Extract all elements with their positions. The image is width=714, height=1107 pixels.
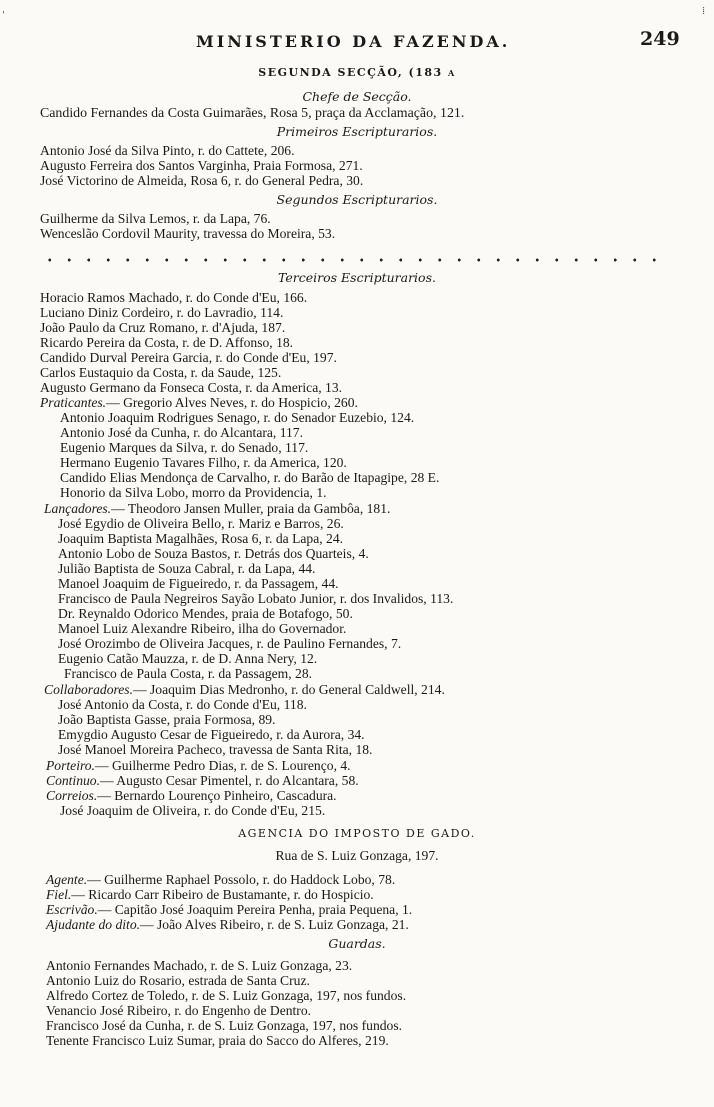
- section-title: SEGUNDA SECÇÃO, (183 a: [258, 66, 456, 79]
- list-item: Honorio da Silva Lobo, morro da Providencia, 1.: [60, 485, 327, 500]
- collaboradores-label: Collaboradores.: [44, 682, 133, 697]
- lancadores-line: [44, 501, 390, 516]
- list-item: Horacio Ramos Machado, r. do Conde d'Eu, 166.: [40, 290, 308, 305]
- list-item: Eugenio Catão Mauzza, r. de D. Anna Nery, 12.: [58, 651, 318, 666]
- continuo-value: — Augusto Cesar Pimentel, r. do Alcantara, 58.: [100, 773, 359, 788]
- list-item: Julião Baptista de Souza Cabral, r. da Lapa, 44.: [58, 561, 316, 576]
- list-item: José Orozimbo de Oliveira Jacques, r. de Paulino Fernandes, 7.: [58, 636, 402, 651]
- continuo-label: Continuo.: [46, 773, 101, 788]
- fiel-value: — Ricardo Carr Ribeiro de Bustamante, r. do Hospicio.: [71, 887, 374, 902]
- fiel-line: [46, 887, 374, 902]
- ajudante-value: — João Alves Ribeiro, r. de S. Luiz Gonzaga, 21.: [140, 917, 409, 932]
- list-item: Francisco José da Cunha, r. de S. Luiz Gonzaga, 197, nos fundos.: [46, 1018, 403, 1033]
- collaboradores-line: [44, 682, 445, 697]
- list-item: Antonio Luiz do Rosario, estrada de Santa Cruz.: [46, 973, 310, 988]
- list-item: Alfredo Cortez de Toledo, r. de S. Luiz Gonzaga, 197, nos fundos.: [46, 988, 407, 1003]
- list-item: José Egydio de Oliveira Bello, r. Mariz e Barros, 26.: [58, 516, 344, 531]
- second-clerks-heading: Segundos Escripturarios.: [276, 192, 438, 207]
- list-item: Guilherme da Silva Lemos, r. da Lapa, 76.: [40, 211, 271, 226]
- list-item: Venancio José Ribeiro, r. do Engenho de Dentro.: [46, 1003, 312, 1018]
- list-item: Antonio José da Silva Pinto, r. do Cattete, 206.: [40, 143, 295, 158]
- praticantes-label: Praticantes.: [40, 395, 107, 410]
- list-item: João Paulo da Cruz Romano, r. d'Ajuda, 187.: [40, 320, 286, 335]
- list-item: Augusto Germano da Fonseca Costa, r. da America, 13.: [40, 380, 343, 395]
- margin-mark-icon: ⁞: [702, 4, 706, 17]
- list-item: Tenente Francisco Luiz Sumar, praia do Sacco do Alferes, 219.: [46, 1033, 389, 1048]
- list-item: Dr. Reynaldo Odorico Mendes, praia de Botafogo, 50.: [58, 606, 353, 621]
- list-item: Carlos Eustaquio da Costa, r. da Saude, 125.: [40, 365, 282, 380]
- list-item: Francisco de Paula Costa, r. da Passagem, 28.: [64, 666, 313, 681]
- praticantes-first: — Gregorio Alves Neves, r. do Hospicio, 260.: [106, 395, 358, 410]
- page-number: 249: [640, 28, 680, 50]
- list-item: Candido Elias Mendonça de Carvalho, r. do Barão de Itapagipe, 28 E.: [60, 470, 440, 485]
- praticantes-line: [40, 395, 358, 410]
- agente-value: — Guilherme Raphael Possolo, r. do Haddock Lobo, 78.: [87, 872, 396, 887]
- list-item: Augusto Ferreira dos Santos Varginha, Praia Formosa, 271.: [40, 158, 363, 173]
- guards-heading: Guardas.: [328, 936, 386, 951]
- list-item: Manoel Luiz Alexandre Ribeiro, ilha do Governador.: [58, 621, 347, 636]
- list-item: Ricardo Pereira da Costa, r. de D. Affonso, 18.: [40, 335, 294, 350]
- escrivao-value: — Capitão José Joaquim Pereira Penha, praia Pequena, 1.: [97, 902, 413, 917]
- list-item: Emygdio Augusto Cesar de Figueiredo, r. da Aurora, 34.: [58, 727, 365, 742]
- ministry-title: MINISTERIO DA FAZENDA.: [196, 32, 511, 51]
- list-item: Francisco de Paula Negreiros Sayão Lobato Junior, r. dos Invalidos, 113.: [58, 591, 454, 606]
- agente-label: Agente.: [46, 872, 88, 887]
- list-item: José Manoel Moreira Pacheco, travessa de Santa Rita, 18.: [58, 742, 373, 757]
- lancadores-label: Lançadores.: [44, 501, 112, 516]
- ajudante-line: [46, 917, 409, 932]
- porteiro-label: Porteiro.: [46, 758, 95, 773]
- list-item: Hermano Eugenio Tavares Filho, r. da America, 120.: [60, 455, 347, 470]
- list-item: José Victorino de Almeida, Rosa 6, r. do General Pedra, 30.: [40, 173, 364, 188]
- list-item: Wenceslão Cordovil Maurity, travessa do Moreira, 53.: [40, 226, 336, 241]
- dotted-separator: [40, 256, 670, 264]
- list-item: Eugenio Marques da Silva, r. do Senado, 117.: [60, 440, 309, 455]
- continuo-line: [46, 773, 359, 788]
- correios-line: [46, 788, 337, 803]
- third-clerks-heading: Terceiros Escripturarios.: [278, 270, 436, 285]
- correios-second-line: José Joaquim de Oliveira, r. do Conde d'Eu, 215.: [60, 803, 326, 818]
- page-header: [0, 28, 714, 58]
- escrivao-line: [46, 902, 412, 917]
- list-item: Joaquim Baptista Magalhães, Rosa 6, r. da Lapa, 24.: [58, 531, 344, 546]
- list-item: Luciano Diniz Cordeiro, r. do Lavradio, 114.: [40, 305, 284, 320]
- list-item: Candido Durval Pereira Garcia, r. do Conde d'Eu, 197.: [40, 350, 337, 365]
- ajudante-label: Ajudante do dito.: [46, 917, 141, 932]
- correios-label: Correios.: [46, 788, 98, 803]
- agency-title: AGENCIA DO IMPOSTO DE GADO.: [238, 827, 476, 840]
- list-item: João Baptista Gasse, praia Formosa, 89.: [58, 712, 276, 727]
- list-item: Antonio José da Cunha, r. do Alcantara, 117.: [60, 425, 304, 440]
- escrivao-label: Escrivão.: [46, 902, 98, 917]
- collaboradores-first: — Joaquim Dias Medronho, r. do General Caldwell, 214.: [133, 682, 445, 697]
- first-clerks-heading: Primeiros Escripturarios.: [276, 124, 438, 139]
- agency-address: Rua de S. Luiz Gonzaga, 197.: [275, 848, 439, 863]
- head-section-heading: Chefe de Secção.: [302, 89, 412, 104]
- lancadores-first: — Theodoro Jansen Muller, praia da Gambôa, 181.: [111, 501, 391, 516]
- correios-value: — Bernardo Lourenço Pinheiro, Cascadura.: [97, 788, 337, 803]
- porteiro-value: — Guilherme Pedro Dias, r. de S. Lourenço, 4.: [94, 758, 351, 773]
- fiel-label: Fiel.: [46, 887, 72, 902]
- list-item: Manoel Joaquim de Figueiredo, r. da Passagem, 44.: [58, 576, 339, 591]
- corner-mark-icon: ˌ: [2, 2, 6, 15]
- head-line: Candido Fernandes da Costa Guimarães, Rosa 5, praça da Acclamação, 121.: [40, 106, 465, 121]
- list-item: Antonio Lobo de Souza Bastos, r. Detrás dos Quarteis, 4.: [58, 546, 369, 561]
- list-item: Antonio Fernandes Machado, r. de S. Luiz Gonzaga, 23.: [46, 958, 353, 973]
- list-item: José Antonio da Costa, r. do Conde d'Eu, 118.: [58, 697, 307, 712]
- agente-line: [46, 872, 395, 887]
- list-item: Antonio Joaquim Rodrigues Senago, r. do Senador Euzebio, 124.: [60, 410, 415, 425]
- porteiro-line: [46, 758, 351, 773]
